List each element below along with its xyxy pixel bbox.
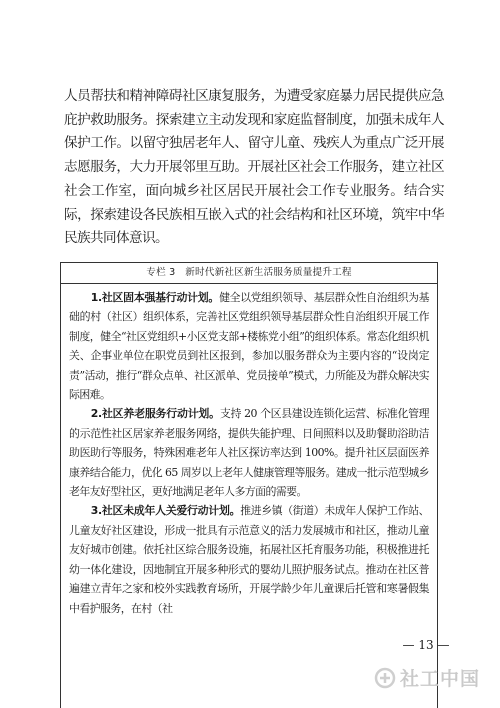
watermark-emblem-icon [374, 667, 396, 689]
box-item-3 [69, 501, 429, 617]
box-item-1-lead: 1.社区固本强基行动计划。 [90, 291, 220, 304]
page-number: — 13 — [402, 638, 450, 652]
box-item-2-text: 支持 20 个区县建设连锁化运营、标准化管理的示范性社区居家养老服务网络，提供失能护理、日间照料以及助餐助浴助洁助医助行等服务，特殊困难老年人社区探访率达到 100%。提升社区层面医养康养结合能力，优化 65 周岁以上老年人健康管理等服务。建成一批示范型城乡老年友好型社区，更好地满足老年人多方面的需要。 [69, 407, 429, 499]
body-paragraph: 人员帮扶和精神障碍社区康复服务，为遭受家庭暴力居民提供应急庇护救助服务。探索建立主动发现和家庭监督制度，加强未成年人保护工作。以留守独居老年人、留守儿童、残疾人为重点广泛开展志愿服务，大力开展邻里互助。开展社区社会工作服务，建立社区社会工作室，面向城乡社区居民开展社会工作专业服务。结合实际，探索建设各民族相互嵌入式的社会结构和社区环境，筑牢中华民族共同体意识。 [64, 88, 444, 247]
watermark-text: 社工中国 [400, 668, 481, 690]
box-item-3-text: 推进乡镇（街道）未成年人保护工作站、儿童友好社区建设，形成一批具有示范意义的活力发展城市和社区，推动儿童友好城市创建。依托社区综合服务设施，拓展社区托育服务功能，积极推进托幼一体化建设，因地制宜开展多种形式的婴幼儿照护服务试点。推动在社区普遍建立青年之家和校外实践教育场所，开展学龄少年儿童课后托管和寒暑假集中看护服务，在村（社 [69, 504, 429, 615]
watermark-logo [374, 664, 480, 691]
sidebar-box-column-3 [60, 262, 438, 708]
box-title: 专栏 3 新时代新社区新生活服务质量提升工程 [61, 263, 437, 284]
box-item-2-lead: 2.社区养老服务行动计划。 [90, 407, 220, 421]
box-item-1-text: 健全以党组织领导、基层群众性自治组织为基础的村（社区）组织体系，完善社区党组织领导基层群众性自治组织开展工作制度，健全“社区党组织+小区党支部+楼栋党小组”的组织体系。常态化组织机关、企事业单位在职党员到社区报到，参加以服务群众为主要内容的“设岗定责”活动，推行“群众点单、社区派单、党员接单”模式，力所能及为群众解决实际困难。 [69, 291, 429, 402]
box-item-2 [69, 404, 429, 501]
box-item-3-lead: 3.社区未成年人关爱行动计划。 [90, 504, 241, 518]
box-item-1 [69, 288, 429, 404]
box-body [61, 284, 437, 618]
